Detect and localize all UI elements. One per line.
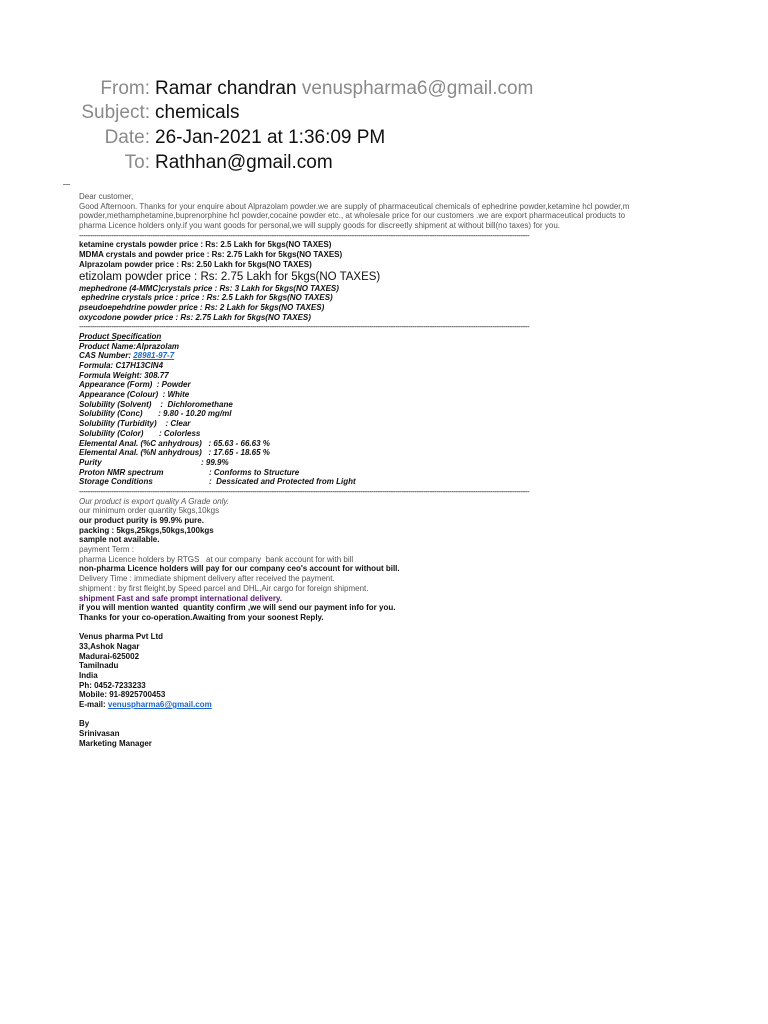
spec-row: Formula Weight: 308.77 [79,370,169,380]
spec-row: Solubility (Solvent) : Dichloromethane [79,399,233,409]
to-row [0,150,768,176]
price-etizolam: etizolam powder price : Rs: 2.75 Lakh for 5kgs(NO TAXES) [79,270,381,283]
to-label: To: [124,152,150,173]
price-mdma: MDMA crystals and powder price : Rs: 2.75 Lakh for 5kgs(NO TAXES) [79,250,343,260]
spec-key: Proton NMR spectrum [79,467,164,477]
cas-link[interactable]: 28981-97-7 [133,351,175,361]
intro-line-3: pharma Licence holders only.if you want goods for personal,we will supply goods for discreetly shipment at without bill(no taxes) for you. [79,221,560,231]
spec-key: Storage Conditions [79,477,153,487]
company-address-1: 33,Ashok Nagar [79,641,140,651]
email-label: E-mail: [79,700,108,710]
divider-rule: ---------------------------------------------------------------------------------------------------------------------------------------------------------------------------------------------------------------- [79,322,530,332]
spec-key: Purity [79,457,102,467]
note-rtgs: pharma Licence holders by RTGS at our company bank account for with bill [79,554,354,564]
spec-value: : 99.9% [201,457,229,467]
intro-line-1: Good Afternoon. Thanks for your enquire about Alprazolam powder.we are supply of pharmaceutical chemicals of ephedrine powder,ketamine hcl powder,m [79,201,630,211]
note-confirm: if you will mention wanted quantity confirm ,we will send our payment info for you. [79,603,396,613]
spec-product-name: Product Name:Alprazolam [79,341,180,351]
note-thanks: Thanks for your co-operation.Awaiting from your soonest Reply. [79,612,324,622]
spec-row: Appearance (Colour) : White [79,390,190,400]
note-delivery: Delivery Time : immediate shipment delivery after received the payment. [79,574,335,584]
company-email-row [79,700,699,710]
spec-row-storage [79,477,699,487]
separator-mark [63,184,70,185]
spec-row-nmr [79,468,699,478]
spec-row: Elemental Anal. (%C anhydrous) : 65.63 - 66.63 % [79,438,270,448]
signoff-by: By [79,719,90,729]
subject-row [0,100,768,126]
spec-heading: Product Specification [79,331,162,341]
spec-row-purity [79,458,699,468]
note-moq: our minimum order quantity 5kgs,10kgs [79,506,220,516]
company-mobile: Mobile: 91-8925700453 [79,690,166,700]
sender-name: Ramar chandran [155,78,297,99]
spec-value: : Dessicated and Protected from Light [209,477,356,487]
spec-cas-row [79,351,699,361]
price-ketamine: ketamine crystals powder price : Rs: 2.5 Lakh for 5kgs(NO TAXES) [79,240,332,250]
note-shipment-fast: shipment Fast and safe prompt international delivery. [79,593,283,603]
to-value[interactable]: Rathhan@gmail.com [155,152,333,173]
note-shipment: shipment : by first fleight,by Speed parcel and DHL,Air cargo for foreign shipment. [79,583,369,593]
from-row [0,76,768,102]
note-payment: payment Term : [79,545,134,555]
spec-row: Solubility (Turbidity) : Clear [79,419,191,429]
price-oxycodone: oxycodone powder price : Rs: 2.75 Lakh for 5kgs(NO TAXES) [79,312,311,322]
note-purity: our product purity is 99.9% pure. [79,516,204,525]
note-sample: sample not available. [79,535,160,545]
from-label: From: [100,78,150,99]
company-address-4: India [79,671,98,680]
price-mephedrone: mephedrone (4-MMC)crystals price : Rs: 3 Lakh for 5kgs(NO TAXES) [79,283,339,293]
intro-line-2: powder,methamphetamine,buprenorphine hcl powder,cocaine powder etc., at wholesale price for our customers .we are export pharmaceutical products to [79,211,626,221]
spec-row: Solubility (Conc) : 9.80 - 10.20 mg/ml [79,409,232,419]
subject-value: chemicals [155,102,240,123]
spec-row: Formula: C17H13ClN4 [79,361,164,370]
price-ephedrine: ephedrine crystals price : price : Rs: 2.5 Lakh for 5kgs(NO TAXES) [79,293,333,303]
cas-label: CAS Number: [79,351,134,361]
date-row [0,125,768,151]
message-body [79,192,699,749]
from-value [155,76,533,102]
spec-row: Appearance (Form) : Powder [79,380,191,390]
price-alprazolam: Alprazolam powder price : Rs: 2.50 Lakh for 5kgs(NO TAXES) [79,259,312,269]
note-quality: Our product is export quality A Grade only. [79,496,229,506]
greeting: Dear customer, [79,192,134,201]
sender-email[interactable]: venuspharma6@gmail.com [301,78,534,99]
company-address-3: Tamilnadu [79,661,119,671]
divider-rule: ---------------------------------------------------------------------------------------------------------------------------------------------------------------------------------------------------------------- [79,486,530,496]
spec-value: : Conforms to Structure [209,467,300,477]
email-link[interactable]: venuspharma6@gmail.com [107,700,212,710]
spec-row: Solubility (Color) : Colorless [79,428,201,438]
signoff-name: Srinivasan [79,729,120,739]
date-label: Date: [104,127,150,148]
note-packing: packing : 5kgs,25kgs,50kgs,100kgs [79,525,214,535]
note-nonpharma: non-pharma Licence holders will pay for our company ceo's account for without bill. [79,564,400,574]
company-address-2: Madurai-625002 [79,651,140,661]
subject-label: Subject: [81,102,150,123]
date-value: 26-Jan-2021 at 1:36:09 PM [155,127,386,148]
spec-row: Elemental Anal. (%N anhydrous) : 17.65 - 18.65 % [79,448,270,458]
company-phone: Ph: 0452-7233233 [79,680,146,690]
price-pseudoephedrine: pseudoepehdrine powder price : Rs: 2 Lakh for 5kgs(NO TAXES) [79,302,325,312]
company-name: Venus pharma Pvt Ltd [79,632,164,642]
divider-rule: ---------------------------------------------------------------------------------------------------------------------------------------------------------------------------------------------------------------- [79,230,530,240]
signoff-title: Marketing Manager [79,738,152,748]
